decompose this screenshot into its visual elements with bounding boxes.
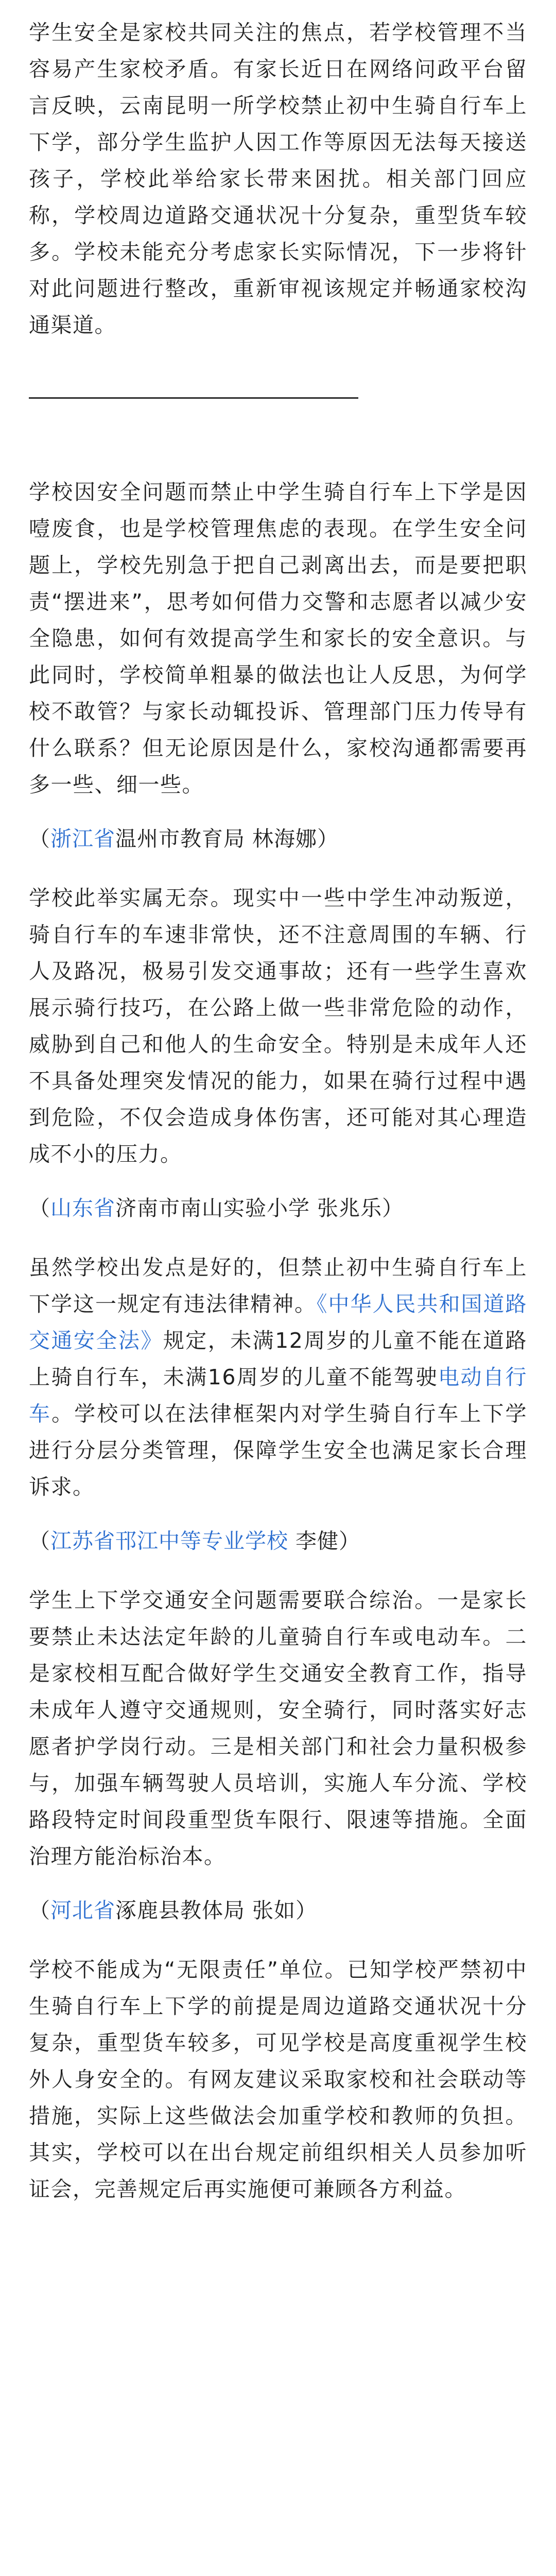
comment-3-text-a: 虽然学校出发点是好的，但禁止初中生骑自行车上下学这一规定有违法律精神。 bbox=[29, 1255, 527, 1316]
attribution-open-paren: （ bbox=[29, 1529, 50, 1553]
attribution-4 bbox=[29, 1892, 527, 1929]
comment-paragraph-3 bbox=[29, 1249, 527, 1505]
attribution-1 bbox=[29, 821, 527, 857]
province-link-shandong[interactable]: 山东省 bbox=[50, 1196, 115, 1221]
attribution-author: 涿鹿县教体局 张如） bbox=[115, 1898, 318, 1923]
attribution-author: 温州市教育局 林海娜） bbox=[115, 826, 339, 851]
comment-paragraph-2: 学校此举实属无奈。现实中一些中学生冲动叛逆，骑自行车的车速非常快，还不注意周围的车辆、行人及路况，极易引发交通事故；还有一些学生喜欢展示骑行技巧，在公路上做一些非常危险的动作，威胁到自己和他人的生命安全。特别是未成年人还不具备处理突发情况的能力，如果在骑行过程中遇到危险，不仅会造成身体伤害，还可能对其心理造成不小的压力。 bbox=[29, 886, 527, 1166]
comment-paragraph-4: 学生上下学交通安全问题需要联合综治。一是家长要禁止未达法定年龄的儿童骑自行车或电动车。二是家校相互配合做好学生交通安全教育工作，指导未成年人遵守交通规则，安全骑行，同时落实好志愿者护学岗行动。三是相关部门和社会力量积极参与，加强车辆驾驶人员培训，实施人车分流、学校路段特定时间段重型货车限行、限速等措施。全面治理方能治标治本。 bbox=[29, 1588, 527, 1869]
attribution-2 bbox=[29, 1190, 527, 1227]
comment-paragraph-1: 学校因安全问题而禁止中学生骑自行车上下学是因噎废食，也是学校管理焦虑的表现。在学生安全问题上，学校先别急于把自己剥离出去，而是要把职责“摆进来”，思考如何借力交警和志愿者以减少安全隐患，如何有效提高学生和家长的安全意识。与此同时，学校简单粗暴的做法也让人反思，为何学校不敢管？与家长动辄投诉、管理部门压力传导有什么联系？但无论原因是什么，家校沟通都需要再多一些、细一些。 bbox=[29, 480, 527, 797]
attribution-open-paren: （ bbox=[29, 1196, 50, 1221]
province-link-zhejiang[interactable]: 浙江省 bbox=[50, 826, 115, 851]
attribution-author: 济南市南山实验小学 张兆乐） bbox=[115, 1196, 404, 1221]
traffic-law-link[interactable]: 《中华人民共和国道路交通安全法》 bbox=[29, 1292, 527, 1353]
attribution-3 bbox=[29, 1523, 527, 1560]
attribution-open-paren: （ bbox=[29, 1898, 50, 1923]
intro-paragraph: 学生安全是家校共同关注的焦点，若学校管理不当容易产生家校矛盾。有家长近日在网络问政平台留言反映，云南昆明一所学校禁止初中生骑自行车上下学，部分学生监护人因工作等原因无法每天接送孩子，学校此举给家长带来困扰。相关部门回应称，学校周边道路交通状况十分复杂，重型货车较多。学校未能充分考虑家长实际情况，下一步将针对此问题进行整改，重新审视该规定并畅通家校沟通渠道。 bbox=[29, 20, 527, 337]
school-link-hanjiang[interactable]: 江苏省邗江中等专业学校 bbox=[50, 1529, 288, 1553]
comment-3-text-b: 规定，未满12周岁的儿童不能在道路上骑自行车，未满16周岁的儿童不能驾驶 bbox=[29, 1328, 528, 1389]
attribution-open-paren: （ bbox=[29, 826, 50, 851]
ebike-link[interactable]: 电动自行车 bbox=[29, 1365, 527, 1426]
section-divider bbox=[29, 397, 358, 399]
attribution-author: 李健） bbox=[288, 1529, 361, 1553]
comment-3-text-c: 。学校可以在法律框架内对学生骑自行车上下学进行分层分类管理，保障学生安全也满足家长合理诉求。 bbox=[29, 1401, 528, 1499]
comment-paragraph-5: 学校不能成为“无限责任”单位。已知学校严禁初中生骑自行车上下学的前提是周边道路交通状况十分复杂，重型货车较多，可见学校是高度重视学生校外人身安全的。有网友建议采取家校和社会联动等措施，实际上这些做法会加重学校和教师的负担。其实，学校可以在出台规定前组织相关人员参加听证会，完善规定后再实施便可兼顾各方利益。 bbox=[29, 1957, 527, 2201]
province-link-hebei[interactable]: 河北省 bbox=[50, 1898, 115, 1923]
